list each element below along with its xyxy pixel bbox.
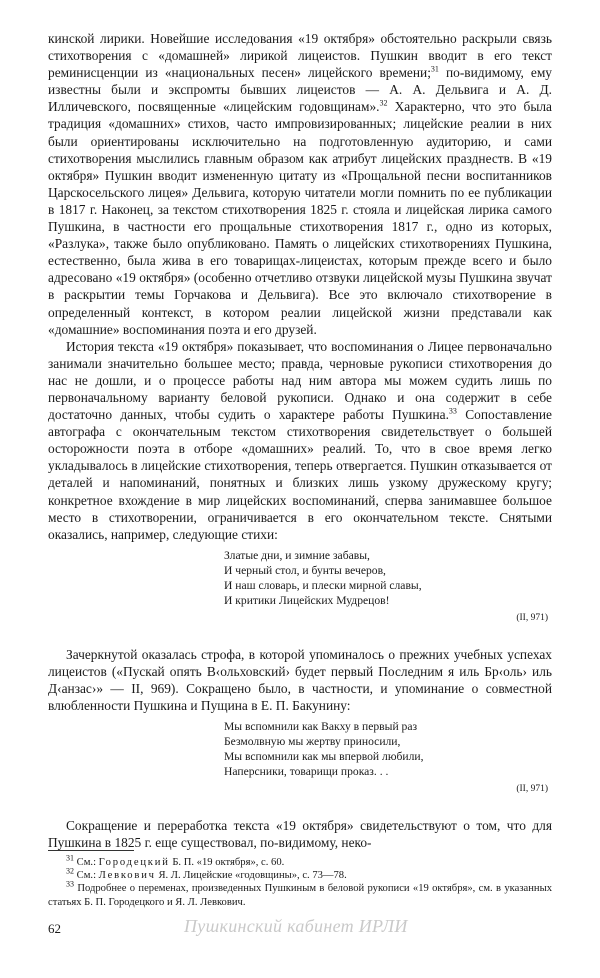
verse-line: Безмолвную мы жертву приносили,: [224, 735, 401, 749]
paragraph-3: Зачеркнутой оказалась строфа, в которой упоминалось о прежних учебных успехах лицеистов («Пускай опять В‹ольховский› будет первый Последним я иль Бр‹оль› иль Д‹анзас›» — II, 969). Сокращено было, в частности, и упоминание о совместной влюбленности Пушкина и Пущина в Е. П. Бакунину:: [48, 646, 552, 714]
verse-line: И наш словарь, и плески мирной славы,: [224, 578, 422, 592]
footnote-31: [48, 853, 552, 869]
footnote-ref-33[interactable]: 33: [448, 406, 457, 416]
verse-line: Мы вспомнили как мы впервой любили,: [224, 750, 424, 764]
footnote-32: [48, 866, 552, 882]
footnote-text: Подробнее о переменах, произведенных Пушкиным в беловой рукописи «19 октября», см. в указанных статьях Б. П. Городецкого и Я. Л. Левкович.: [48, 883, 552, 908]
text-run: Характерно, что это была традиция «домашних» стихов, часто импровизированных; лицейские реалии в них были ориентированы исключительно на подготовленную аудиторию, и сами стихотворения мыслились главным образом как атрибут лицейских празднеств. В «19 октября» Пушкин вводит измененную цитату из «Прощальной песни воспитанников Царскосельского лицея» Дельвига, которую читатели могли помнить по ее публикации в 1817 г. Наконец, за текстом стихотворения 1825 г. стояла и лицейская лирика самого Пушкина, в частности его прощальные стихотворения 1817 г., одно из которых, «Разлука», также было опубликовано. Память о лицейских стихотворениях Пушкина, естественно, была жива в его товарищах-лицеистах, которым прежде всего и было адресовано «19 октября» (особенно отчетливо отзвуки лицейской музы Пушкина звучат в раскрытии темы Горчакова и Дельвига). Все это включало стихотворение в определенный контекст, в котором реалии лицейской жизни представали как «домашние» воспоминания поэта и его друзей.: [48, 99, 552, 337]
verse-line: Златые дни, и зимние забавы,: [224, 548, 370, 562]
footnote-ref-32[interactable]: 32: [379, 98, 388, 108]
footnote-author: Левкович: [98, 870, 156, 882]
main-text: [48, 30, 552, 851]
footnote-author: Городецкий: [98, 857, 170, 868]
text-run: Сопоставление автографа с окончательным текстом стихотворения свидетельствует о большей осторожности поэта в отборе «домашних» реалий. То, что в свое время легко укладывалось в лицейские стихотворения, теперь отвергается. Пушкин отказывается от деталей и напоминаний, понятных и близких лишь узкому дружескому кругу; конкретное вхождение в мир лицейских воспоминаний, сперва занимавшее большое место в стихотворении, ограничивается в его окончательном тексте. Снятыми оказались, например, следующие стихи:: [48, 407, 552, 542]
text-run: по-видимому, ему известны были и экспромты бывших лицеистов — А. А. Дельвига и А. Д. Илличевского, посвященные «лицейским годовщинам».: [48, 65, 552, 115]
paragraph-2: [48, 338, 552, 543]
verse-citation-2: (II, 971): [516, 784, 548, 795]
footnote-number: 31: [66, 853, 74, 863]
footnote-number: 32: [66, 866, 74, 876]
footnote-text: См.:: [74, 870, 99, 882]
verse-citation-1: (II, 971): [516, 612, 548, 623]
paragraph-4: Сокращение и переработка текста «19 октября» свидетельствуют о том, что для Пушкина в 1825 г. еще существовал, по-видимому, неко-: [48, 818, 552, 851]
watermark-text: Пушкинский кабинет ИРЛИ: [184, 916, 408, 936]
verse-line: Мы вспомнили как Вакху в первый раз: [224, 720, 418, 734]
text-run: История текста «19 октября» показывает, что воспоминания о Лицее первоначально занимали значительно большее место; правда, черновые рукописи стихотворения до нас не дошли, и о процессе работы над ним автора мы можем судить лишь по первоначальному варианту беловой рукописи. Однако и она содержит в себе достаточно данных, чтобы судить о характере работы Пушкина.: [48, 338, 552, 423]
verse-quote-2: [224, 719, 552, 779]
text-run: кинской лирики. Новейшие исследования «19 октября» обстоятельно раскрыли связь стихотворения с «домашней» лирикой лицеистов. Пушкин вводит в его текст реминисценции из «национальных песен» лицейского времени;: [48, 31, 552, 81]
verse-line: И критики Лицейских Мудрецов!: [224, 593, 390, 607]
verse-line: Наперсники, товарищи проказ. . .: [224, 765, 389, 779]
footnote-text: Я. Л. Лицейские «годовщины», с. 73—78.: [155, 870, 347, 882]
spacer: [48, 795, 552, 817]
footnote-ref-31[interactable]: 31: [430, 64, 439, 74]
verse-line: И черный стол, и бунты вечеров,: [224, 563, 386, 577]
footnote-33: [48, 879, 552, 908]
footnote-text: Б. П. «19 октября», с. 60.: [169, 857, 285, 868]
footnote-number: 33: [66, 879, 74, 889]
footnotes: [48, 853, 552, 909]
footnote-divider: [48, 850, 134, 851]
verse-quote-1: [224, 548, 552, 608]
page-number: 62: [48, 921, 61, 936]
paragraph-1: [48, 30, 552, 338]
footnote-text: См.:: [74, 857, 99, 868]
spacer: [48, 624, 552, 646]
